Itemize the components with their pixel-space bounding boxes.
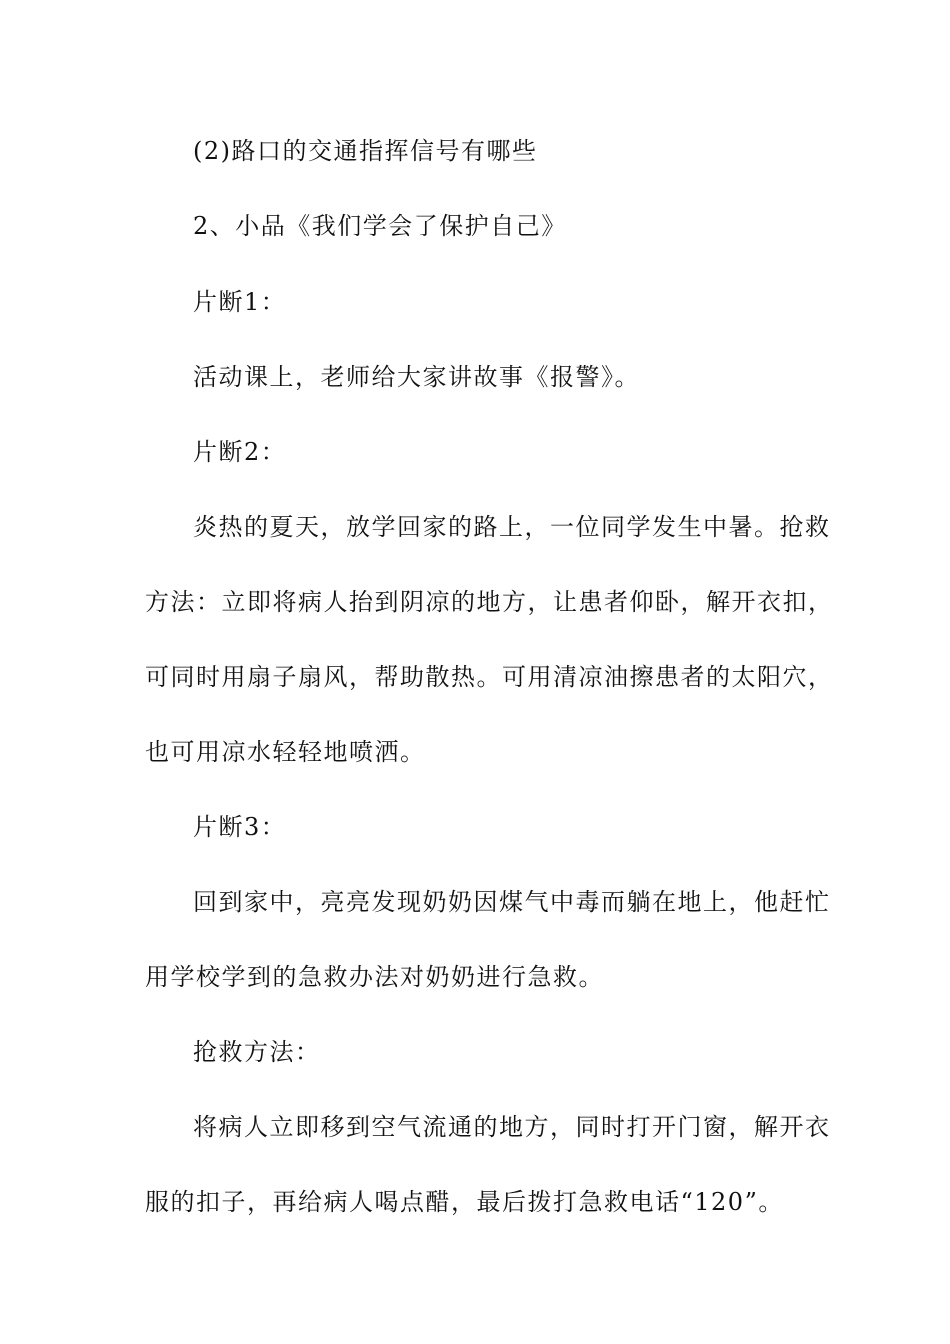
skit-title: 2、小品《我们学会了保护自己》 — [193, 212, 567, 240]
segment-3-heading: 片断3： — [193, 813, 287, 841]
question-traffic-signals: (2)路口的交通指挥信号有哪些 — [193, 137, 538, 165]
segment-2-text-line-3: 可同时用扇子扇风，帮助散热。可用清凉油擦患者的太阳穴， — [145, 663, 834, 691]
segment-2-text-line-4: 也可用凉水轻轻地喷洒。 — [145, 738, 426, 766]
segment-3-text-line-2: 用学校学到的急救办法对奶奶进行急救。 — [145, 963, 604, 991]
segment-3-text-line-1: 回到家中，亮亮发现奶奶因煤气中毒而躺在地上，他赶忙 — [193, 888, 831, 916]
rescue-method-heading: 抢救方法： — [193, 1038, 321, 1066]
segment-2-text-line-1: 炎热的夏天，放学回家的路上，一位同学发生中暑。抢救 — [193, 513, 831, 541]
rescue-method-text-line-1: 将病人立即移到空气流通的地方，同时打开门窗，解开衣 — [193, 1113, 831, 1141]
segment-2-text-line-2: 方法：立即将病人抬到阴凉的地方，让患者仰卧，解开衣扣， — [145, 588, 834, 616]
segment-1-heading: 片断1： — [193, 288, 287, 316]
segment-2-heading: 片断2： — [193, 438, 287, 466]
rescue-method-text-line-2: 服的扣子，再给病人喝点醋，最后拨打急救电话“120”。 — [145, 1188, 784, 1216]
segment-1-text: 活动课上，老师给大家讲故事《报警》。 — [193, 363, 640, 391]
